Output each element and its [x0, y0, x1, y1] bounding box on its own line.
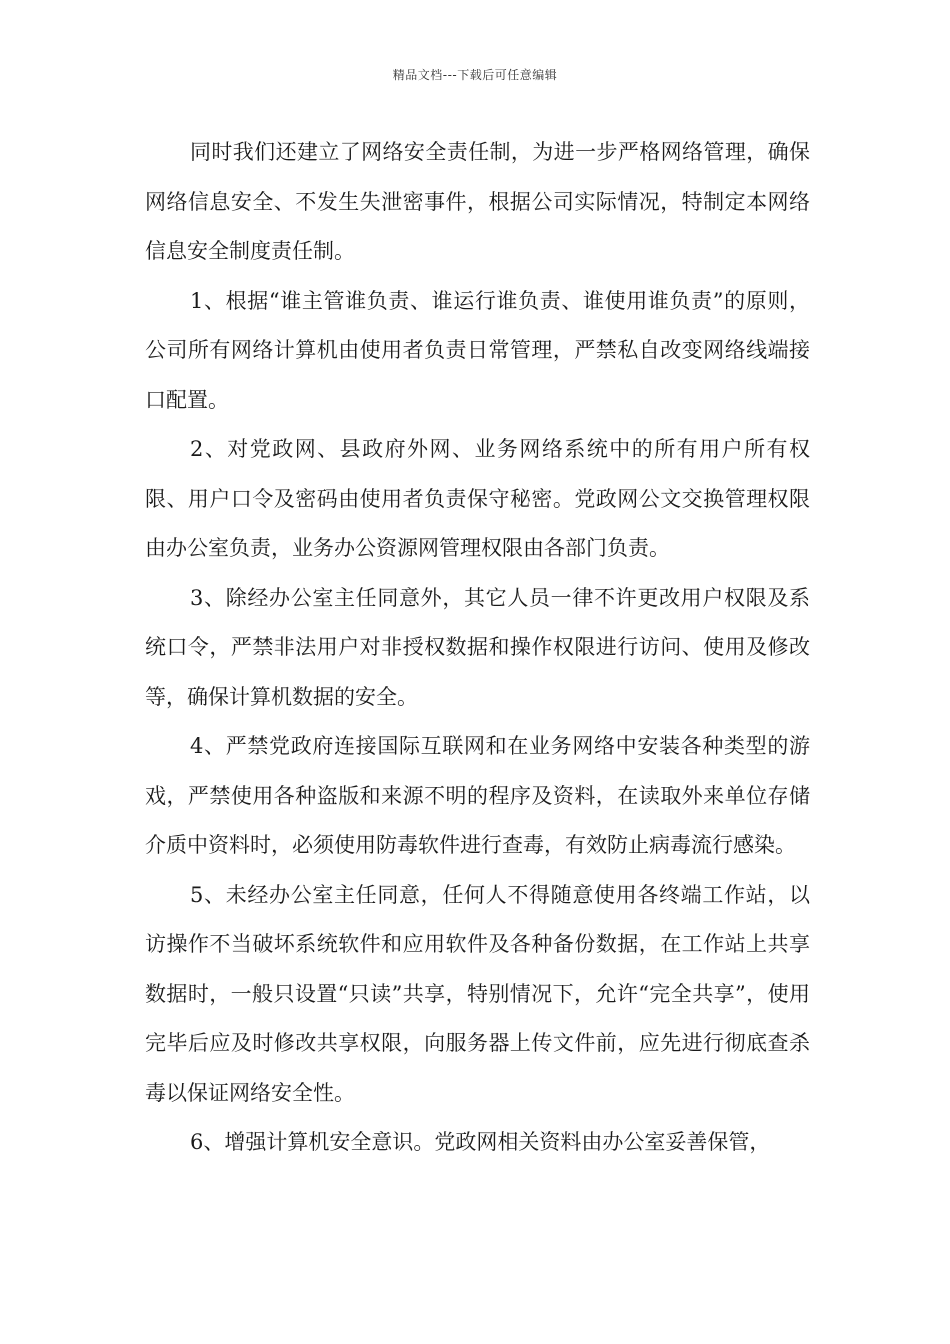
- document-body: [145, 128, 810, 1168]
- paragraph-item-6: 6、增强计算机安全意识。党政网相关资料由办公室妥善保管，: [190, 1130, 771, 1154]
- paragraph-item-1: 1、根据“谁主管谁负责、谁运行谁负责、谁使用谁负责”的原则，公司所有网络计算机由使用者负责日常管理，严禁私自改变网络线端接口配置。: [145, 288, 810, 412]
- page-header-note: 精品文档---下载后可任意编辑: [392, 68, 558, 82]
- paragraph-item-4: 4、严禁党政府连接国际互联网和在业务网络中安装各种类型的游戏，严禁使用各种盗版和来源不明的程序及资料，在读取外来单位存储介质中资料时，必须使用防毒软件进行查毒，有效防止病毒流行感染。: [145, 734, 810, 857]
- paragraph-item-2: 2、对党政网、县政府外网、业务网络系统中的所有用户所有权限、用户口令及密码由使用者负责保守秘密。党政网公文交换管理权限由办公室负责，业务办公资源网管理权限由各部门负责。: [145, 437, 810, 560]
- paragraph-item-5: 5、未经办公室主任同意，任何人不得随意使用各终端工作站，以访操作不当破坏系统软件和应用软件及各种备份数据，在工作站上共享数据时，一般只设置“只读”共享，特别情况下，允许“完全共享”，使用完毕后应及时修改共享权限，向服务器上传文件前，应先进行彻底查杀毒以保证网络安全性。: [145, 882, 810, 1105]
- paragraph-intro: 同时我们还建立了网络安全责任制，为进一步严格网络管理，确保网络信息安全、不发生失泄密事件，根据公司实际情况，特制定本网络信息安全制度责任制。: [145, 140, 810, 263]
- paragraph-item-3: 3、除经办公室主任同意外，其它人员一律不许更改用户权限及系统口令，严禁非法用户对非授权数据和操作权限进行访问、使用及修改等，确保计算机数据的安全。: [145, 585, 810, 709]
